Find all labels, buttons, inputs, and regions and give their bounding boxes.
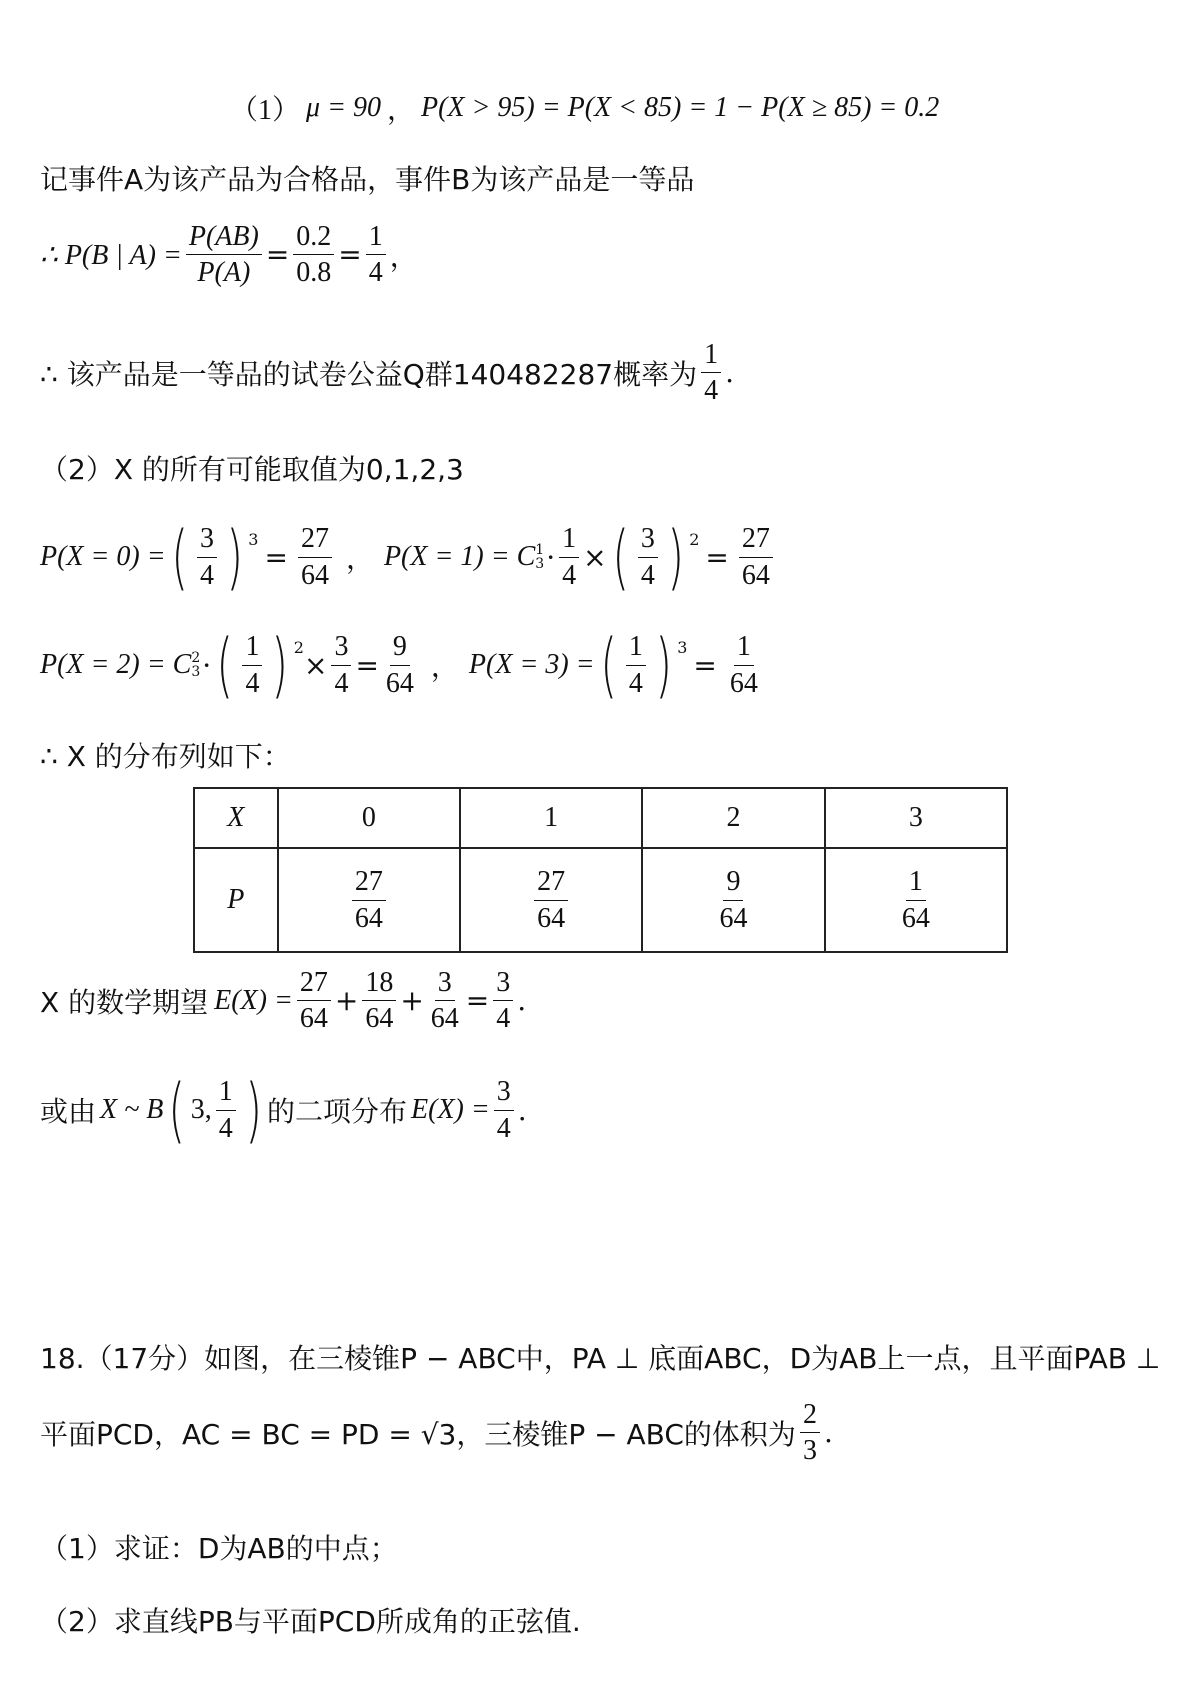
q18-sub2: （2）求直线PB与平面PCD所成角的正弦值. — [40, 1605, 581, 1638]
cell-fraction — [352, 867, 386, 933]
num: 3 — [197, 524, 217, 557]
num: 1 — [734, 632, 754, 665]
tail-probability: P(X > 95) = P(X < 85) = 1 − P(X ≥ 85) = 0.2 — [420, 92, 940, 123]
num: 2 — [800, 1400, 820, 1433]
num: 27 — [297, 968, 331, 1001]
num: P(AB) — [186, 222, 262, 255]
part1-label: （1） — [230, 95, 301, 126]
frac-1-4 — [216, 1077, 236, 1143]
table-cell — [642, 848, 824, 952]
left-paren: ( — [216, 624, 234, 706]
binomial-n: 3, — [190, 1094, 212, 1125]
num: 3 — [638, 524, 658, 557]
frac-3-4 — [493, 968, 513, 1034]
frac-3-4 — [638, 524, 658, 590]
table-header-cell: X — [194, 788, 278, 848]
num: 27 — [534, 867, 568, 900]
num: 3 — [331, 632, 351, 665]
times: × — [583, 540, 607, 574]
num: 27 — [298, 524, 332, 557]
frac-27-64 — [739, 524, 773, 590]
num: 1 — [559, 524, 579, 557]
num: 1 — [906, 867, 926, 900]
frac-3-4 — [331, 632, 351, 698]
num: 9 — [723, 867, 743, 900]
equals: = — [693, 648, 717, 682]
equals: = — [264, 540, 288, 574]
exponent: 2 — [689, 529, 700, 549]
q18-sub1: （1）求证：D为AB的中点； — [40, 1532, 398, 1565]
binomial-symbol: X ~ B — [100, 1094, 164, 1125]
frac-1-4 — [701, 340, 721, 406]
den: 4 — [368, 257, 383, 289]
frac-02-08 — [293, 222, 334, 288]
right-paren: ) — [667, 516, 684, 598]
c-sup: 2 — [191, 650, 201, 666]
table-row — [194, 848, 1007, 952]
left-paren: ( — [612, 516, 629, 598]
dot: · — [546, 540, 556, 574]
table-row-label: P — [194, 848, 278, 952]
equals: = — [705, 540, 729, 574]
den: 64 — [741, 559, 770, 591]
c-sub: 3 — [535, 556, 545, 572]
cell-fraction — [716, 867, 750, 933]
num: 1 — [216, 1077, 236, 1110]
equals: = — [338, 238, 362, 272]
frac-1-4 — [626, 632, 646, 698]
frac-1-64 — [727, 632, 761, 698]
frac-1-4 — [366, 222, 386, 288]
frac-9-64 — [383, 632, 417, 698]
den: 64 — [901, 902, 930, 934]
q18-line1: 18.（17分）如图，在三棱锥P − ABC中，PA ⊥ 底面ABC，D为AB上一点，且平面PAB ⊥ — [40, 1342, 1161, 1375]
q18-line2-text: 平面PCD，AC = BC = PD = √3，三棱锥P − ABC的体积为 — [40, 1417, 796, 1451]
table-header-cell: 1 — [460, 788, 642, 848]
separator: ， — [386, 95, 415, 126]
equals: = — [355, 648, 379, 682]
den: 64 — [430, 1003, 459, 1035]
den: 64 — [719, 902, 748, 934]
table-cell — [460, 848, 642, 952]
p2-lhs: P(X = 2) = C — [40, 649, 192, 680]
plus: + — [400, 984, 424, 1018]
equals: = — [265, 238, 290, 272]
mu-value: μ = 90 — [306, 92, 381, 123]
num: 0.2 — [293, 222, 334, 255]
frac-2-3 — [800, 1400, 820, 1466]
frac-27-64 — [298, 524, 332, 590]
frac-1-4 — [242, 632, 262, 698]
combination-index — [535, 543, 544, 571]
period: . — [517, 984, 527, 1018]
table-cell — [825, 848, 1007, 952]
num: 27 — [352, 867, 386, 900]
q18-line2 — [40, 1400, 833, 1466]
den: 4 — [640, 559, 655, 591]
prob-line-0-1 — [40, 516, 777, 598]
num: 27 — [739, 524, 773, 557]
c-sub: 3 — [191, 664, 201, 680]
num: 1 — [701, 340, 721, 373]
table-header-cell: 3 — [825, 788, 1007, 848]
dot: · — [202, 648, 212, 682]
table-cell — [278, 848, 460, 952]
exponent: 3 — [248, 529, 259, 549]
expectation-line — [40, 968, 526, 1034]
num: 1 — [242, 632, 262, 665]
num: 18 — [362, 968, 396, 1001]
den: 4 — [334, 667, 349, 699]
right-paren: ) — [226, 516, 243, 598]
distribution-table — [193, 787, 1008, 953]
num: 3 — [494, 1077, 514, 1110]
table-header-cell: 0 — [278, 788, 460, 848]
comma: ， — [345, 542, 374, 575]
table-header-cell: 2 — [642, 788, 824, 848]
frac-3-4 — [494, 1077, 514, 1143]
period: . — [725, 356, 734, 390]
frac-27-64 — [297, 968, 331, 1034]
den: 64 — [299, 1003, 328, 1035]
expectation-symbol: E(X) = — [214, 984, 293, 1016]
num: 9 — [390, 632, 410, 665]
right-paren: ) — [245, 1069, 262, 1151]
conditional-probability — [40, 222, 418, 288]
left-paren: ( — [600, 624, 617, 706]
left-paren: ( — [168, 1069, 186, 1151]
plus: + — [334, 984, 359, 1018]
right-paren: ) — [655, 624, 672, 706]
num: 1 — [626, 632, 646, 665]
den: 4 — [562, 559, 577, 591]
den: 4 — [704, 375, 719, 407]
p3-lhs: P(X = 3) = — [468, 649, 595, 680]
num: 1 — [366, 222, 386, 255]
den: 64 — [385, 667, 414, 699]
period: . — [517, 1093, 527, 1127]
expectation-lead: X 的数学期望 — [40, 985, 209, 1019]
frac-18-64 — [362, 968, 396, 1034]
frac-3-4 — [197, 524, 217, 590]
frac-pab-pa — [186, 222, 262, 288]
part1-header — [230, 88, 939, 128]
distribution-intro: ∴ X 的分布列如下： — [40, 740, 291, 773]
cell-fraction — [899, 867, 933, 933]
p1-lhs: P(X = 1) = C — [383, 541, 536, 572]
comma: ， — [389, 239, 418, 273]
left-paren: ( — [171, 516, 188, 598]
den: 4 — [628, 667, 643, 699]
den: 64 — [729, 667, 758, 699]
binomial-lead: 或由 — [40, 1095, 97, 1128]
den: 4 — [245, 667, 260, 699]
den: 64 — [537, 902, 566, 934]
part1-conclusion — [40, 340, 734, 406]
p0-lhs: P(X = 0) = — [40, 541, 166, 572]
equals: = — [465, 984, 490, 1018]
cond-lead: ∴ P(B | A) = — [40, 239, 182, 271]
den: 4 — [496, 1112, 511, 1144]
binomial-line — [40, 1069, 527, 1151]
exponent: 3 — [677, 637, 688, 657]
cell-fraction — [534, 867, 568, 933]
binomial-mid: 的二项分布 — [267, 1095, 408, 1128]
den: 4 — [218, 1112, 233, 1144]
den: 3 — [802, 1435, 817, 1467]
c-sup: 1 — [535, 542, 545, 558]
expectation-symbol: E(X) = — [411, 1094, 490, 1125]
frac-3-64 — [428, 968, 462, 1034]
period: . — [823, 1416, 833, 1450]
den: 64 — [300, 559, 329, 591]
den: 4 — [496, 1003, 511, 1035]
frac-1-4 — [559, 524, 579, 590]
part2-intro: （2）X 的所有可能取值为0,1,2,3 — [40, 453, 464, 486]
den: 64 — [354, 902, 383, 934]
times: × — [303, 648, 328, 682]
num: 3 — [435, 968, 455, 1001]
den: P(A) — [197, 257, 251, 289]
event-definition: 记事件A为该产品为合格品，事件B为该产品是一等品 — [40, 163, 695, 196]
exponent: 2 — [293, 637, 304, 657]
den: 4 — [199, 559, 214, 591]
num: 3 — [493, 968, 513, 1001]
combination-index — [191, 651, 200, 679]
den: 64 — [365, 1003, 394, 1035]
den: 0.8 — [296, 257, 332, 289]
prob-line-2-3 — [40, 624, 765, 706]
comma: ， — [430, 650, 459, 683]
right-paren: ) — [271, 624, 289, 706]
table-header-row — [194, 788, 1007, 848]
conclusion-text: ∴ 该产品是一等品的试卷公益Q群140482287概率为 — [40, 357, 698, 391]
